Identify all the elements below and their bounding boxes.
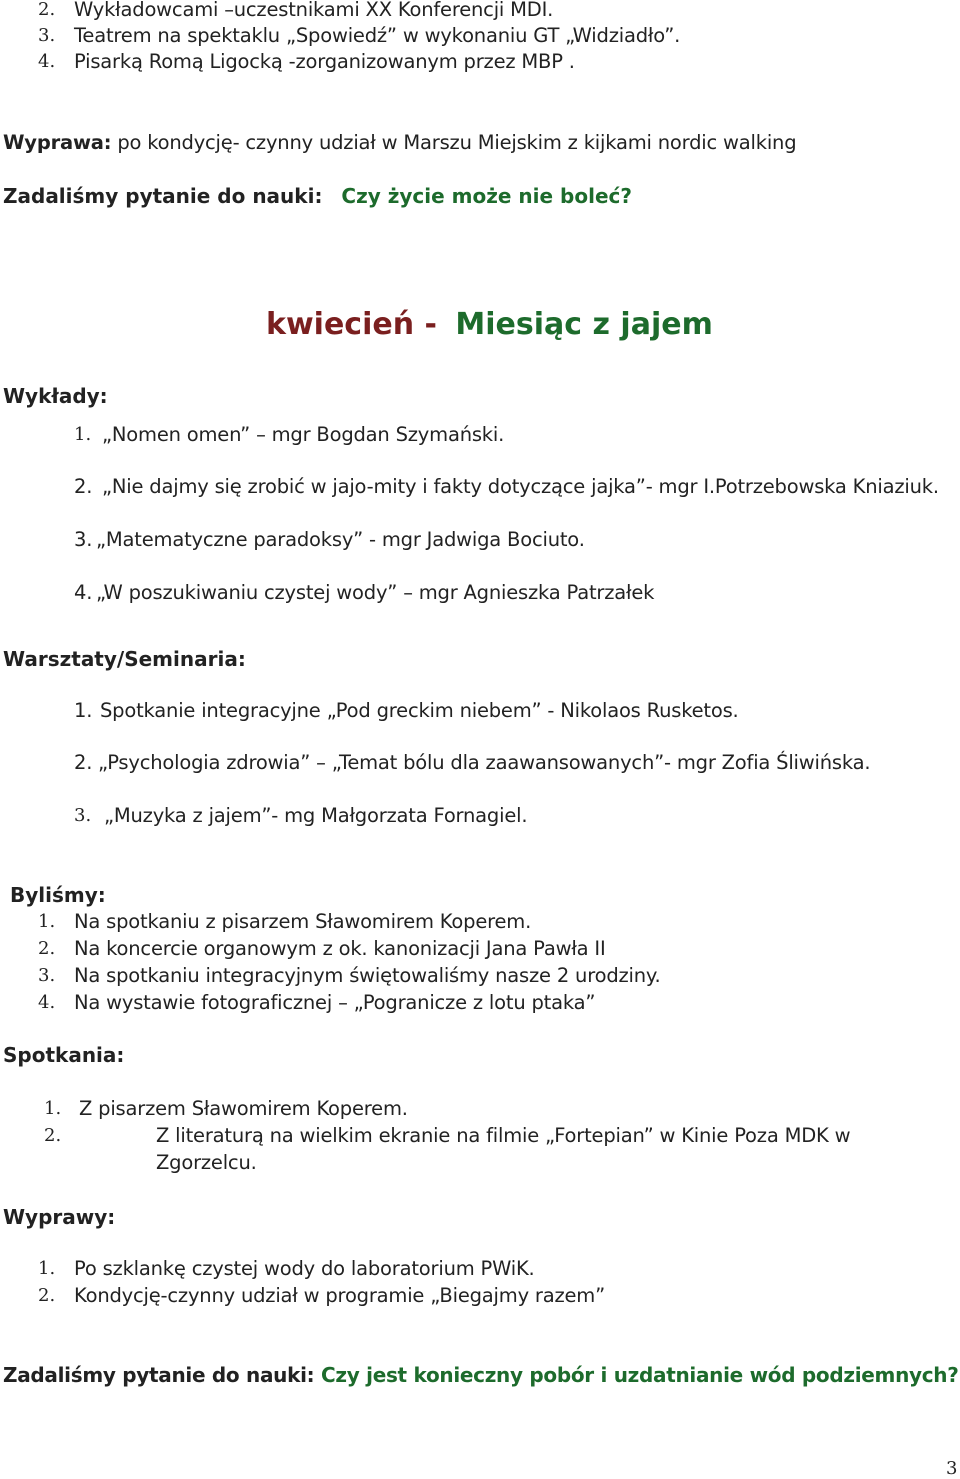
list-number: 3. <box>38 25 56 46</box>
list-number: 2. <box>38 1285 56 1306</box>
visit-item: Na spotkaniu z pisarzem Sławomirem Koperem. <box>74 910 532 933</box>
lecture-item: „Matematyczne paradoksy” - mgr Jadwiga Bociuto. <box>96 528 585 551</box>
list-item: Teatrem na spektaklu „Spowiedź” w wykonaniu GT „Widziadło”. <box>74 24 681 47</box>
list-number: 2. <box>38 0 56 20</box>
lecture-item: „Nomen omen” – mgr Bogdan Szymański. <box>102 423 505 446</box>
workshop-item: Spotkanie integracyjne „Pod greckim niebem” - Nikolaos Rusketos. <box>100 699 739 722</box>
list-number: 4. <box>38 992 56 1013</box>
list-item: Wykładowcami –uczestnikami XX Konferencji MDI. <box>74 0 554 21</box>
spotkania-heading: Spotkania: <box>3 1043 125 1067</box>
wyprawa-line <box>3 131 796 155</box>
wyprawa-label: Wyprawa: <box>3 131 112 154</box>
meeting-item: Z pisarzem Sławomirem Koperem. <box>79 1097 408 1120</box>
wyprawa-text: po kondycję- czynny udział w Marszu Miejskim z kijkami nordic walking <box>117 131 797 154</box>
list-item: Pisarką Romą Ligocką -zorganizowanym przez MBP . <box>74 50 575 73</box>
month-title-part2: Miesiąc z jajem <box>455 307 713 342</box>
list-number: 2. <box>74 475 93 498</box>
wyprawy-heading: Wyprawy: <box>3 1205 116 1229</box>
month-title <box>266 307 713 343</box>
trip-item: Po szklankę czystej wody do laboratorium PWiK. <box>74 1257 535 1280</box>
list-number: 1. <box>44 1098 62 1119</box>
list-number: 3. <box>38 965 56 986</box>
wyklady-heading: Wykłady: <box>3 384 108 408</box>
workshop-item: „Muzyka z jajem”- mg Małgorzata Fornagiel. <box>104 804 528 827</box>
lecture-item: „Nie dajmy się zrobić w jajo-mity i fakty dotyczące jajka”- mgr I.Potrzebowska Kniaziuk. <box>102 475 939 498</box>
month-title-part1: kwiecień - <box>266 307 437 342</box>
list-number: 4. <box>38 51 56 72</box>
workshop-item: „Psychologia zdrowia” – „Temat bólu dla zaawansowanych”- mgr Zofia Śliwińska. <box>98 751 871 774</box>
list-number: 1. <box>74 699 93 722</box>
bylismy-heading: Byliśmy: <box>10 883 106 907</box>
trip-item: Kondycję-czynny udział w programie „Biegajmy razem” <box>74 1284 606 1307</box>
warsztaty-heading: Warsztaty/Seminaria: <box>3 647 246 671</box>
list-number: 3. <box>74 805 92 826</box>
list-number: 2. <box>44 1125 62 1146</box>
question-2 <box>3 1363 959 1387</box>
visit-item: Na spotkaniu integracyjnym świętowaliśmy nasze 2 urodziny. <box>74 964 661 987</box>
list-number: 2. <box>38 938 56 959</box>
question-2-label: Zadaliśmy pytanie do nauki: <box>3 1363 315 1387</box>
list-number: 1. <box>38 1258 56 1279</box>
meeting-item-line2: Zgorzelcu. <box>156 1151 257 1174</box>
list-number: 1. <box>38 911 56 932</box>
list-number: 2. <box>74 751 93 774</box>
visit-item: Na koncercie organowym z ok. kanonizacji Jana Pawła II <box>74 937 606 960</box>
list-number: 1. <box>74 424 92 445</box>
question-1-text: Czy życie może nie boleć? <box>341 184 632 208</box>
meeting-item-line1: Z literaturą na wielkim ekranie na filmie „Fortepian” w Kinie Poza MDK w <box>156 1124 851 1147</box>
list-number: 3. <box>74 528 93 551</box>
visit-item: Na wystawie fotograficznej – „Pogranicze z lotu ptaka” <box>74 991 596 1014</box>
question-1-label: Zadaliśmy pytanie do nauki: <box>3 184 323 208</box>
list-number: 4. <box>74 581 93 604</box>
question-2-text: Czy jest konieczny pobór i uzdatnianie wód podziemnych? <box>321 1363 959 1387</box>
question-1 <box>3 184 632 208</box>
page-number: 3 <box>946 1458 958 1479</box>
lecture-item: „W poszukiwaniu czystej wody” – mgr Agnieszka Patrzałek <box>96 581 655 604</box>
